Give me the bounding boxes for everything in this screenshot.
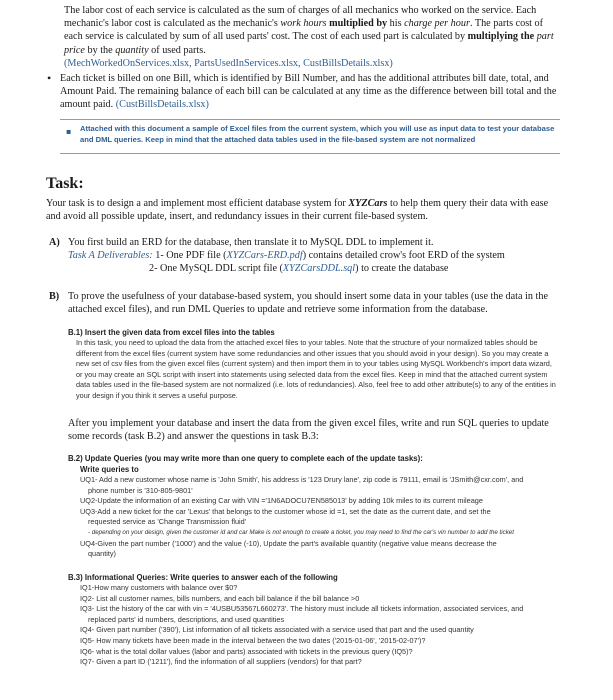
task-description-end: to help them query their data with ease and avoid all possible update, insert, and redundancy issues in their current file-based system. bbox=[46, 198, 549, 223]
note-marker-icon: ▪ bbox=[66, 127, 72, 136]
b2-items bbox=[80, 475, 562, 560]
bill-bullet-text: Each ticket is billed on one Bill, which is identified by Bill Number, and has the additional attributes bill date, total, and Amount Paid. The remaining balance of each bill can be calculated at any time as the difference between bill total and the amount paid. bbox=[60, 73, 557, 111]
of-used-parts-text: of used parts. bbox=[148, 44, 206, 56]
erd-file-name: XYZCars-ERD.pdf bbox=[226, 250, 303, 261]
uq3-line-2: requested service as 'Change Transmission fluid' bbox=[88, 517, 247, 527]
part-a-deliverable-1 bbox=[68, 249, 505, 262]
part-a-text: You first build an ERD for the database, then translate it to MySQL DDL to implement it. bbox=[68, 237, 434, 248]
iq6-line: IQ6- what is the total dollar values (labor and parts) associated with tickets in the previous query (IQ5)? bbox=[80, 646, 413, 656]
uq1-line-2: phone number is '310-805-9801' bbox=[88, 485, 193, 495]
uq3-note: - depending on your design, given the customer id and car Make is not enough to create a ticket, you may need to find the car's vin number to add the ticket bbox=[88, 528, 514, 536]
deliverables-label: Task A Deliverables: bbox=[68, 250, 153, 261]
iq7-line: IQ7- Given a part ID ('1211'), find the information of all suppliers (vendors) for that part? bbox=[80, 657, 362, 667]
iq3-line-2: replaced parts' id numbers, descriptions, and used quantities bbox=[88, 614, 285, 624]
part-b-label: B) bbox=[49, 291, 60, 302]
uq4-line-1: UQ4-Given the part number ('1000') and the value (-10), Update the part's available quantity (negative value means decrease the bbox=[80, 538, 497, 548]
task-description bbox=[46, 197, 560, 223]
files-reference-1: (MechWorkedOnServices.xlsx, PartsUsedInServices.xlsx, CustBillsDetails.xlsx) bbox=[64, 57, 393, 69]
note-bottom-divider bbox=[60, 153, 560, 154]
multiplied-by-text: multiplied by bbox=[326, 18, 388, 30]
iq1-line: IQ1-How many customers with balance over $0? bbox=[80, 583, 238, 592]
files-reference-2: (CustBillsDetails.xlsx) bbox=[115, 99, 209, 111]
uq2-line: UQ2-Update the information of an existing Car with VIN ='1N6ADOCU7EN585013' by adding 10k miles to its current mileage bbox=[80, 496, 483, 506]
deliverable-2-text-b: ) to create the database bbox=[355, 263, 449, 274]
part-a-label: A) bbox=[49, 237, 60, 248]
ddl-file-name: XYZCarsDDL.sql bbox=[282, 263, 356, 274]
note-top-divider bbox=[60, 119, 560, 120]
uq3-line-1: UQ3-Add a new ticket for the car 'Lexus' that belongs to the customer whose id =1, set the date as the current date, and set the bbox=[80, 506, 491, 516]
attached-files-note: Attached with this document a sample of Excel files from the current system, which you will use as input data to test your database and DML queries. Keep in mind that the attached data tables used in the file-based system are not normalized bbox=[80, 124, 555, 144]
iq5-line: IQ5- How many tickets have been made in the interval between the two dates ('2015-01-06', '2015-02-07')? bbox=[80, 635, 426, 645]
b3-items bbox=[80, 583, 562, 668]
part-a-deliverable-2 bbox=[149, 262, 448, 275]
iq4-line: IQ4- Given part number ('390'), List information of all tickets associated with a service used that part and the used quantity bbox=[80, 625, 474, 635]
deliverable-1-text-a: 1- One PDF file ( bbox=[152, 250, 227, 261]
labor-cost-paragraph bbox=[64, 4, 560, 70]
labor-text-a: The labor cost of each service is calculated as the sum of charges of all mechanics who worked on the service. Each mechanic's labor cost is calculated as the mechanic's bbox=[64, 5, 537, 30]
b2-write-queries: Write queries to bbox=[80, 465, 139, 474]
task-brand: XYZCars bbox=[348, 198, 388, 209]
b1-text: In this task, you need to upload the data from the attached excel files to your tables. Note that the structure of your normalized tables should be different from the excel files (current system have some redundancies and other issues that you should avoid in your design). So you may create a new set of csv files from the given excel files (current system) and then import them in to your tables using MySQL Workbench's import data wizard, or you may create an SQL script with insert into statements using selected data from the excel files. Keep in mind that the attached current system data tables used in the file-based system are not normalized (i.e. lots of redundancies). Also, feel free to add other attribute(s) to any of the entities in your design if you think it serves a useful purpose. bbox=[76, 338, 556, 400]
part-price-text: part price bbox=[64, 31, 554, 56]
bullet-dot: • bbox=[47, 71, 52, 85]
uq1-line-1: UQ1- Add a new customer whose name is 'John Smith', his address is '123 Drury lane', zip code is 79111, email is 'JSmith@cxr.com', and bbox=[80, 475, 524, 484]
labor-text-c: . The parts cost of each service is calculated by sum of all used parts' cost. The cost of each used part is calculated by bbox=[64, 18, 544, 43]
after-implement-text: After you implement your database and insert the data from the given excel files, write and run SQL queries to update some records (task B.2) and answer the questions in task B.3: bbox=[68, 418, 549, 443]
iq2-line: IQ2- List all customer names, bills numbers, and each bill balance if the bill balance >0 bbox=[80, 593, 360, 603]
work-hours-text: work hours bbox=[280, 18, 327, 30]
charge-per-hour-text: charge per hour bbox=[404, 18, 470, 30]
multiplying-the-text: multiplying the bbox=[467, 31, 535, 43]
task-heading: Task: bbox=[46, 175, 84, 192]
quantity-text: quantity bbox=[115, 44, 149, 56]
labor-text-b: his bbox=[387, 18, 405, 30]
b2-title: B.2) Update Queries (you may write more than one query to complete each of the update tasks): bbox=[68, 454, 423, 463]
b3-title: B.3) Informational Queries: Write queries to answer each of the following bbox=[68, 573, 338, 582]
task-description-text: Your task is to design a and implement most efficient database system for bbox=[46, 198, 349, 209]
part-b-text: To prove the usefulness of your database-based system, you should insert some data in your tables (use the data in the attached excel files), and run DML Queries to update and retrieve some information from the database. bbox=[68, 291, 548, 316]
by-the-text: by the bbox=[84, 44, 116, 56]
deliverable-1-text-b: ) contains detailed crow's foot ERD of the system bbox=[302, 250, 505, 261]
iq3-line-1: IQ3- List the history of the car with vin = '4USBU53567L660273'. The history must include all tickets information, associated services, and bbox=[80, 604, 524, 614]
uq4-line-2: quantity) bbox=[88, 549, 116, 559]
b1-title: B.1) Insert the given data from excel files into the tables bbox=[68, 328, 275, 337]
deliverable-2-text-a: 2- One MySQL DDL script file ( bbox=[149, 263, 283, 274]
bill-bullet-paragraph bbox=[60, 72, 560, 112]
